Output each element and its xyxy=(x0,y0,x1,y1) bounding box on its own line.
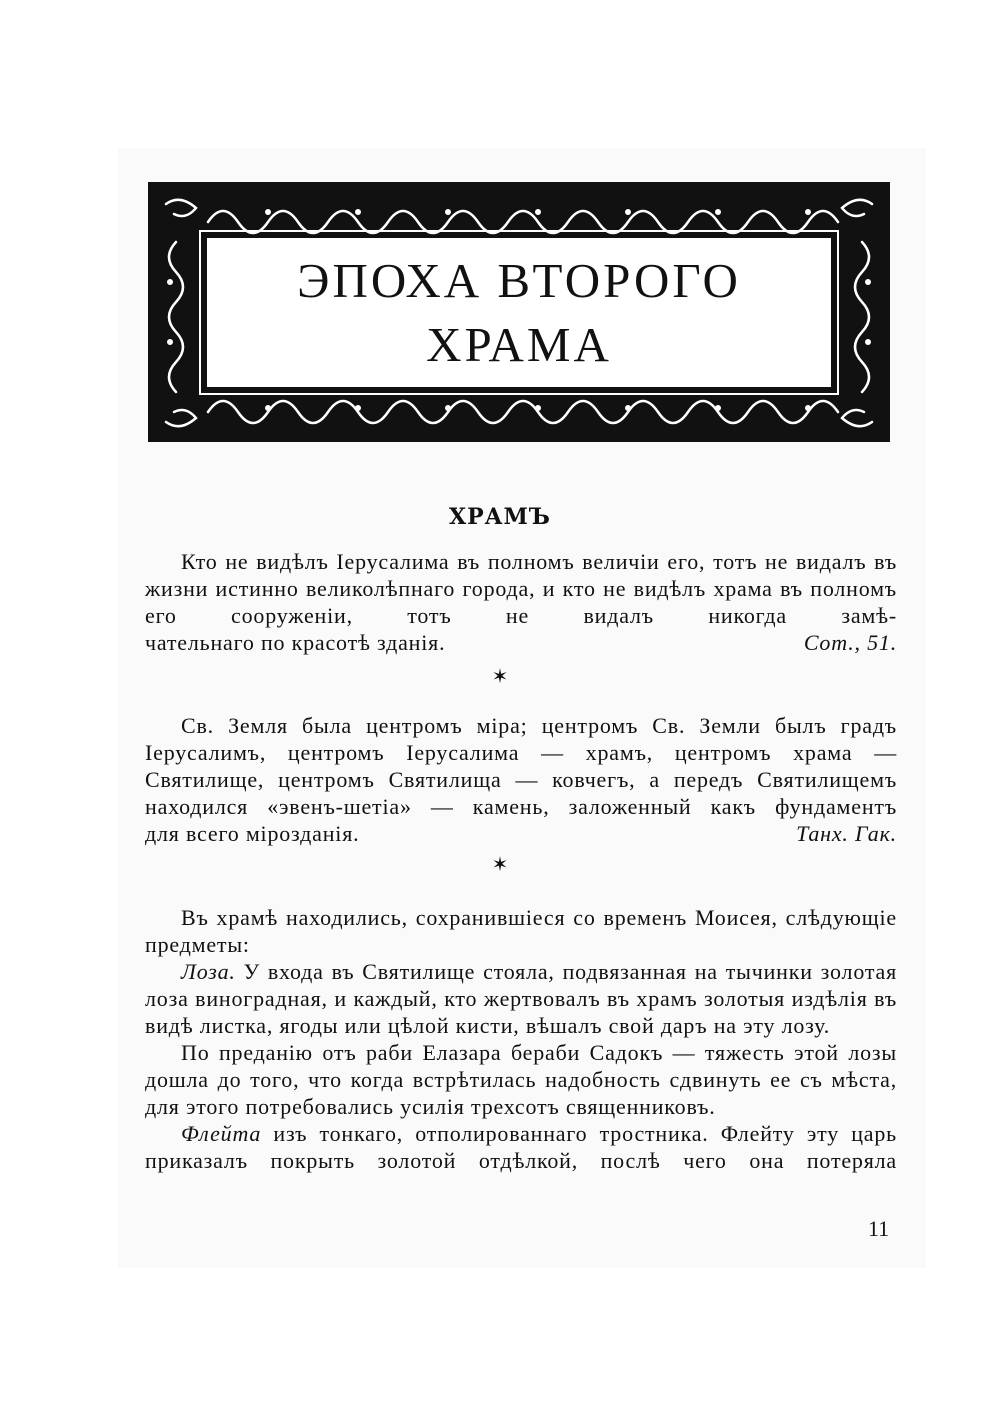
title-panel xyxy=(204,235,834,390)
passage-2-last-line: для всего мірозданія. xyxy=(145,821,360,846)
section-heading: ХРАМЪ xyxy=(449,504,551,530)
page-number: 11 xyxy=(868,1216,890,1241)
chapter-title-line-2: ХРАМА xyxy=(426,316,612,372)
separator-star-2: ✶ xyxy=(491,852,509,876)
chapter-title-line-1: ЭПОХА ВТОРОГО xyxy=(297,252,741,308)
passage-3-tradition: По преданію отъ раби Елазара бераби Садокъ — тяжесть этой лозы дошла до того, что когда встрѣтилась надобность сдвинуть ее съ мѣста, для этого потребовались усилія трехсотъ священниковъ. xyxy=(145,1040,897,1119)
vine-term: Лоза. xyxy=(181,959,236,984)
vine-text: У входа въ Святилище стояла, подвязанная на тычинки золотая лоза виноградная, и каждый, кто жертвовалъ въ храмъ золотыя издѣлія въ видѣ листка, ягоды или цѣлой кисти, вѣшалъ свой даръ на эту лозу. xyxy=(145,959,897,1038)
flute-term: Флейта xyxy=(181,1121,262,1146)
passage-2-last-row xyxy=(145,820,897,847)
passage-1-last-row xyxy=(145,629,897,656)
flute-text: изъ тонкаго, отполированнаго тростника. Флейту эту царь приказалъ покрыть золотой отдѣлкой, послѣ чего она потеряла xyxy=(145,1121,897,1173)
passage-2-source: Танх. Гак. xyxy=(796,821,897,846)
passage-3 xyxy=(145,904,897,1174)
passage-3-intro: Въ храмѣ находились, сохранившіеся со временъ Моисея, слѣдующіе предметы: xyxy=(145,905,897,957)
passage-2 xyxy=(145,712,897,847)
passage-1-source: Сот., 51. xyxy=(803,630,897,655)
separator-star-1: ✶ xyxy=(491,664,509,688)
passage-1-last-line: чательнаго по красотѣ зданія. xyxy=(145,630,446,655)
passage-3-vine xyxy=(145,958,897,1039)
passage-3-flute xyxy=(145,1120,897,1174)
passage-1 xyxy=(145,548,897,656)
passage-1-text: Кто не видѣлъ Іерусалима въ полномъ величіи его, тотъ не видалъ въ жизни истинно великолѣпнаго города, и кто не видѣлъ храма въ полномъ его сооруженіи, тотъ не видалъ никогда замѣ- xyxy=(145,549,897,628)
passage-2-text: Св. Земля была центромъ міра; центромъ Св. Земли былъ градъ Іерусалимъ, центромъ Іерусалима — храмъ, центромъ храма — Святилище, центромъ Святилища — ковчегъ, а передъ Святилищемъ находился «эвенъ-шетіа» — камень, заложенный какъ фундаментъ xyxy=(145,713,897,819)
